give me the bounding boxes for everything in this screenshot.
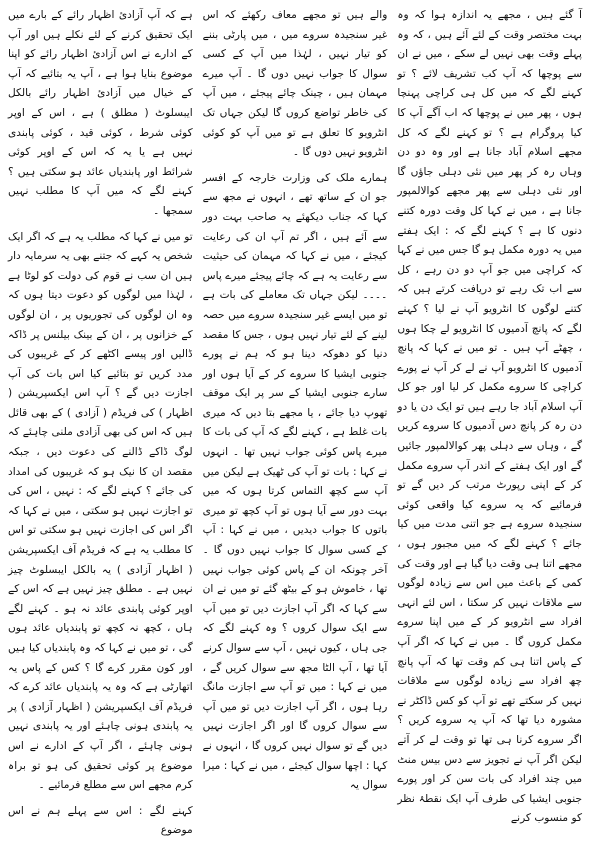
column-right (397, 6, 582, 825)
paragraph: ہے کہ آپ آزادیٔ اظہار رائے کے بارے میں ایک تحقیق کرنے کے لئے نکلے ہیں اور آپ کے ادارے نے اس آزادیٔ اظہار رائے کو اپنا موضوع بنایا ہوا ہے ، آپ یہ بتائیے کہ آپ کے خیال میں آزادیٔ اظہار رائے بالکل ایبسلوٹ ( مطلق ) ہے ، اس کے اوپر کوئی شرط ، کوئی قید ، کوئی پابندی نہیں ہے یا یہ کہ اس کے اوپر کوئی شرائط اور پابندیاں عائد ہو سکتی ہیں ؟ کہنے لگے کہ میں آپ کا مطلب نہیں سمجھا ۔ (7, 9, 193, 217)
column-left (7, 6, 193, 837)
paragraph: کہنے لگے : اس سے پہلے ہم نے اس موضوع (7, 804, 193, 837)
paragraph: آ گئے ہیں ، مجھے یہ اندازہ ہوا کہ وہ بہت مختصر وقت کے لئے آئے ہیں ، کہ وہ پہلے وقت بھی نہیں لے سکے ، میں نے ان سے پوچھا کہ آپ کب تشریف لائے ؟ تو کہنے لگے کہ میں کل ہی کراچی پہنچا ہوں ، پھر میں نے پوچھا کہ اب آگے آپ کا کیا پروگرام ہے ؟ تو کہنے لگے کہ کل مجھے اسلام آباد جانا ہے اور وہ دو دن وہاں رہ کر پھر میں نئی دہلی جاؤں گا اور نئی دہلی سے پھر مجھے کوالالمپور جانا ہے ، میں نے کہا کل وقت دورہ کتنے دنوں کا ہے ؟ کہنے لگے کہ : ایک ہفتے میں یہ دورہ مکمل ہو گا جس میں نے کہا کہ کراچی میں جو آپ دو دن رہے ، کل سے اب تک رہے تو دریافت کرتے ہیں کہ کتنے لوگوں کا انٹرویو آپ نے لیا ؟ کہنے لگے کہ پانچ آدمیوں کا انٹرویو لے چکا ہوں ، چھٹے آپ ہیں ۔ تو میں نے کہا کہ پانچ آدمیوں کا انٹرویو آپ نے لے کر آپ نے پورے کراچی کا سروے مکمل کر لیا اور جو کل آپ اسلام آباد جا رہے ہیں تو ایک دن یا دو دن رہ کر پانچ دس آدمیوں کا سروے کریں گے ، وہاں سے دہلی پھر کوالالمپور جائیں گے اور ایک ہفتے کے اندر آپ سروے مکمل کر کے اپنی رپورٹ مرتب کر دیں گے تو فرمائیے کہ یہ سروے کیا واقعی کوئی سنجیدہ سروے ہے جو اتنی مدت میں کیا جائے ؟ کہنے لگے کہ میں مجبور ہوں ، مجھے اتنا ہی وقت دیا گیا ہے اور وقت کی کمی کے باعث میں اس سے زیادہ لوگوں سے ملاقات نہیں کر سکتا ، اس لئے انہی افراد سے انٹرویو کر کے میں اپنا سروے مکمل کروں گا ۔ میں نے کہا کہ اگر آپ کے پاس اتنا ہی کم وقت تھا کہ آپ پانچ چھ افراد سے زیادہ لوگوں سے ملاقات نہیں کر سکتے تھے تو آپ کو کس ڈاکٹر نے مشورہ دیا تھا کہ آپ یہ سروے کریں ؟ اگر سروے کرنا ہی تھا تو وقت لے کر آتے لیکن اگر آپ نے تجویز سے دس بیس منٹ میں چند افراد کی بات سن کر اور پورے جنوبی ایشیا کی طرف آپ ایک نقطۂ نظر کو منسوب کرنے (397, 9, 582, 825)
paragraph: والے ہیں تو مجھے معاف رکھئے کہ اس غیر سنجیدہ سروے میں ، میں پارٹی بننے کو تیار نہیں ، لہٰذا میں آپ کے کسی سوال کا جواب نہیں دوں گا ۔ آپ میرے مہمان ہیں ، چینک چائے پیجئے ، میں آپ کی خاطر تواضع کروں گا لیکن جہاں تک انٹرویو کا تعلق ہے تو میں آپ کو کوئی انٹرویو نہیں دوں گا ۔ (202, 9, 388, 159)
column-middle (203, 6, 388, 797)
text-columns (7, 6, 582, 837)
paragraph: ہمارے ملک کی وزارت خارجہ کے افسر جو ان کے ساتھ تھے ، انہوں نے مجھ سے کہا کہ جناب دیکھئے یہ صاحب بہت دور سے آئے ہیں ، اگر تم آپ ان کی رعایت کیجئے ، میں نے کہا کہ مہمان کی حیثیت سے رعایت یہ ہے کہ چائے پیجئے میرے پاس ۔۔۔۔ لیکن جہاں تک معاملے کی بات ہے تو میں ایسے غیر سنجیدہ سروے میں حصہ لینے کے لئے تیار نہیں ہوں ، جس کا مقصد دنیا کو دھوکہ دینا ہو کہ ہم نے پورے جنوبی ایشیا کا سروے کر کے آیا ہوں اور سارے جنوبی ایشیا کے سر پر ایک موقف تھوپ دیا جائے ، یا مجھے بتا دیں کہ میری بات غلط ہے ، کہنے لگے کہ آپ کی بات کا میرے پاس کوئی جواب نہیں تھا ۔ انہوں نے کہا : بات تو آپ کی ٹھیک ہے لیکن میں آپ سے کچھ التماس کرتا ہوں کہ میں بہت دور سے آیا ہوں تو آپ کچھ تو میری باتوں کا جواب دیدیں ، میں نے کہا : آپ کے کسی سوال کا جواب نہیں دوں گا ۔ آخر چونکہ ان کے پاس کوئی جواب نہیں تھا ، خاموش ہو کے بیٹھ گئے تو میں نے ان سے کہا کہ اگر آپ اجازت دیں تو میں آپ سے ایک سوال کروں ؟ وہ کہنے لگے کہ جی ہاں ، کیوں نہیں ، آپ سے سوال کرنے آیا تھا ، آپ الٹا مجھ سے سوال کریں گے ، میں نے کہا : میں تو آپ سے اجازت مانگ رہا ہوں ، اگر آپ اجازت دیں تو میں آپ سے سوال کروں گا اور اگر اجازت نہیں دیں گے تو سوال نہیں کروں گا ، انہوں نے کہا : اچھا سوال کیجئے ، میں نے کہا : میرا سوال یہ (202, 171, 388, 792)
paragraph: تو میں نے کہا کہ مطلب یہ ہے کہ اگر ایک شخص یہ کہے کہ جتنے بھی یہ سرمایہ دار ہیں ان سب نے قوم کی دولت کو لوٹا ہے ، لہٰذا میں لوگوں کو دعوت دیتا ہوں کہ وہ ان لوگوں کی تجوریوں پر ، ان لوگوں کے خزانوں پر ، ان کے بینک بیلنس پر ڈاکہ ڈالیں اور پیسے اکٹھے کر کے غریبوں کی مدد کریں تو بتائیے کیا اس بات کی آپ اجازت دیں گے ؟ آپ اس ایکسپریشن ( اظہار ) کی فریڈم ( آزادی ) کے بھی قائل ہیں کہ اس کی بھی آزادی ملنی چاہئے کہ لوگ ڈاکے ڈالنے کی دعوت دیں ، جبکہ مقصد ان کا نیک ہو کہ غریبوں کی امداد کی جائے ؟ کہنے لگے کہ : نہیں ، اس کی تو اجازت نہیں ہو سکتی ، میں نے کہا کہ اگر اس کی اجازت نہیں ہو سکتی تو اس کا مطلب یہ ہے کہ فریڈم آف ایکسپریشن ( اظہار آزادی ) یہ بالکل ایبسلوٹ چیز نہیں ہے ۔ مطلق چیز نہیں ہے کہ اس کے اوپر کوئی پابندی عائد نہ ہو ۔ کہنے لگے ہاں ، کچھ نہ کچھ تو پابندیاں عائد ہوں گی ، تو میں نے کہا کہ وہ پابندیاں کیا ہیں اور کون مقرر کرے گا ؟ کس کے پاس یہ اتھارٹی ہے کہ وہ یہ پابندیاں عائد کرے کہ فریڈم آف ایکسپریشن ( اظہار آزادی ) پر یہ پابندی ہونی چاہئے اور یہ پابندی نہیں ہونی چاہئے ، اگر آپ کے ادارے نے اس موضوع پر کوئی تحقیق کی ہو تو براہ کرم مجھے اس سے مطلع فرمائیے ۔ (7, 230, 193, 792)
